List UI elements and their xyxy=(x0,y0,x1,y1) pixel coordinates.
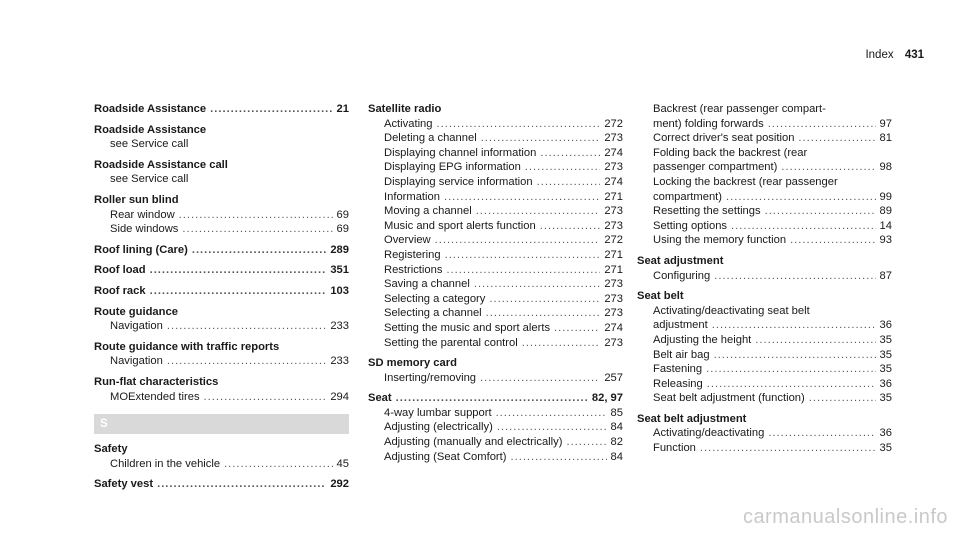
sub-entry xyxy=(637,362,892,377)
sub-entry-text: Locking the backrest (rear passenger xyxy=(653,175,838,188)
sub-entry-page: 84 xyxy=(610,450,623,463)
sub-entry-label: Moving a channel xyxy=(384,205,472,218)
index-entry xyxy=(637,254,892,283)
entry-heading xyxy=(368,391,623,406)
sub-entry-page: 294 xyxy=(330,390,349,403)
sub-entry-label: Displaying channel information xyxy=(384,146,537,159)
sub-entry-page: 69 xyxy=(336,208,349,221)
sub-entry xyxy=(637,160,892,175)
sub-entry-page: 273 xyxy=(604,278,623,291)
sub-entry xyxy=(368,263,623,278)
index-entry xyxy=(637,102,892,248)
entry-title: Satellite radio xyxy=(368,103,442,115)
entry-title: SD memory card xyxy=(368,357,457,370)
sub-entry-label: Navigation xyxy=(110,320,163,333)
sub-entry-page: 274 xyxy=(604,146,623,159)
index-entry xyxy=(94,305,349,334)
sub-entry-page: 273 xyxy=(604,292,623,305)
index-entry xyxy=(94,284,349,299)
entry-page: 21 xyxy=(336,103,349,115)
sub-entry xyxy=(368,160,623,175)
sub-entry xyxy=(368,204,623,219)
dot-leader xyxy=(486,306,601,321)
sub-entry-text: see Service call xyxy=(110,173,189,186)
dot-leader xyxy=(445,248,601,263)
entry-heading xyxy=(637,412,892,427)
entry-title: Safety xyxy=(94,443,128,456)
dot-leader xyxy=(809,391,876,406)
dot-leader xyxy=(714,348,876,363)
dot-leader xyxy=(540,219,601,234)
sub-entry xyxy=(637,333,892,348)
dot-leader xyxy=(511,450,607,465)
index-entry xyxy=(94,158,349,187)
entry-heading xyxy=(94,305,349,320)
sub-entry-label: compartment) xyxy=(653,190,723,203)
sub-entry-page: 273 xyxy=(604,307,623,320)
dot-leader xyxy=(396,391,588,406)
entry-heading xyxy=(94,123,349,138)
sub-entry-label: Fastening xyxy=(653,363,703,376)
sub-entry-page: 35 xyxy=(879,363,892,376)
sub-entry xyxy=(637,190,892,205)
sub-entry-label: Music and sport alerts function xyxy=(384,219,536,232)
index-entry xyxy=(94,263,349,278)
dot-leader xyxy=(765,204,876,219)
sub-entry-label: Adjusting (electrically) xyxy=(384,421,493,434)
entry-heading xyxy=(94,102,349,117)
sub-entry-page: 87 xyxy=(879,269,892,282)
sub-entry-label: Adjusting the height xyxy=(653,333,752,346)
index-entry xyxy=(94,442,349,471)
entry-page: 292 xyxy=(330,478,349,491)
dot-leader xyxy=(179,208,333,223)
sub-entry-page: 271 xyxy=(604,190,623,203)
entry-heading xyxy=(637,289,892,304)
entry-title: Roadside Assistance xyxy=(94,123,207,136)
dot-leader xyxy=(522,336,601,351)
dot-leader xyxy=(554,321,600,336)
sub-entry xyxy=(368,420,623,435)
dot-leader xyxy=(768,426,875,441)
dot-leader xyxy=(731,219,876,234)
sub-entry-label: Setting the parental control xyxy=(384,336,518,349)
index-entry xyxy=(368,356,623,385)
sub-entry-page: 271 xyxy=(604,248,623,261)
sub-entry xyxy=(637,233,892,248)
entry-title: Roof lining (Care) xyxy=(94,243,188,256)
sub-entry-page: 14 xyxy=(879,219,892,232)
sub-entry xyxy=(368,292,623,307)
page-header xyxy=(865,49,924,61)
sub-entry-label: Activating xyxy=(384,117,433,130)
sub-entry-page: 36 xyxy=(879,427,892,440)
entry-heading xyxy=(368,102,623,117)
entry-title: Seat xyxy=(368,392,392,405)
sub-entry-page: 85 xyxy=(610,406,623,419)
entry-heading xyxy=(94,375,349,390)
sub-entry xyxy=(368,321,623,336)
sub-entry-page: 272 xyxy=(604,117,623,130)
dot-leader xyxy=(566,435,606,450)
sub-entry-label: Side windows xyxy=(110,223,179,236)
sub-entry-label: Saving a channel xyxy=(384,278,470,291)
entry-heading xyxy=(94,263,349,278)
sub-entry-page: 271 xyxy=(604,263,623,276)
sub-entry-label: MOExtended tires xyxy=(110,390,200,403)
entry-title: Route guidance with traffic reports xyxy=(94,340,280,353)
sub-entry xyxy=(368,248,623,263)
entry-title: Roadside Assistance call xyxy=(94,158,228,171)
page-number: 431 xyxy=(904,49,924,61)
entry-heading xyxy=(637,254,892,269)
sub-entry-label: Seat belt adjustment (function) xyxy=(653,392,805,405)
dot-leader xyxy=(755,333,875,348)
sub-entry-label: Adjusting (manually and electrically) xyxy=(384,436,563,449)
dot-leader xyxy=(497,420,607,435)
sub-entry-label: Releasing xyxy=(653,377,703,390)
dot-leader xyxy=(437,117,601,132)
sub-entry-label: Using the memory function xyxy=(653,234,787,247)
sub-entry xyxy=(368,336,623,351)
watermark: carmanualsonline.info xyxy=(742,506,948,528)
entry-page: 289 xyxy=(330,243,349,256)
sub-entry xyxy=(637,318,892,333)
entry-title: Route guidance xyxy=(94,305,178,318)
sub-entry-label: Adjusting (Seat Comfort) xyxy=(384,450,507,463)
sub-entry xyxy=(368,435,623,450)
sub-entry xyxy=(637,377,892,392)
index-entry xyxy=(94,375,349,404)
sub-entry-page: 272 xyxy=(604,234,623,247)
sub-entry xyxy=(368,190,623,205)
dot-leader xyxy=(537,175,601,190)
sub-entry xyxy=(637,204,892,219)
sub-entry-page: 273 xyxy=(604,336,623,349)
sub-entry-label: Registering xyxy=(384,248,441,261)
sub-entry-label: Overview xyxy=(384,234,431,247)
entry-title: Run-flat characteristics xyxy=(94,375,219,388)
sub-entry xyxy=(368,146,623,161)
entry-page: 82, 97 xyxy=(591,392,623,405)
sub-entry-label: Selecting a channel xyxy=(384,307,482,320)
sub-entry xyxy=(637,269,892,284)
sub-entry xyxy=(368,371,623,386)
index-column-2 xyxy=(368,102,623,470)
sub-entry-text: Backrest (rear passenger compart- xyxy=(653,103,826,115)
sub-entry-page: 273 xyxy=(604,132,623,145)
sub-entry xyxy=(94,208,349,223)
index-column-3 xyxy=(637,102,892,462)
index-entry xyxy=(94,123,349,152)
dot-leader xyxy=(781,160,875,175)
dot-leader xyxy=(540,146,600,161)
entry-title: Seat belt adjustment xyxy=(637,412,747,425)
dot-leader xyxy=(157,477,326,492)
sub-entry xyxy=(368,175,623,190)
sub-entry-label: Inserting/removing xyxy=(384,371,477,384)
sub-entry-text: see Service call xyxy=(110,138,189,151)
sub-entry-page: 35 xyxy=(879,442,892,455)
dot-leader xyxy=(474,277,600,292)
dot-leader xyxy=(204,390,327,405)
dot-leader xyxy=(798,131,875,146)
sub-entry xyxy=(637,441,892,456)
sub-entry-page: 274 xyxy=(604,321,623,334)
sub-entry-label: Activating/deactivating xyxy=(653,427,765,440)
sub-entry-label: Displaying service information xyxy=(384,175,533,188)
sub-entry-label: Selecting a category xyxy=(384,292,486,305)
sub-entry-page: 98 xyxy=(879,161,892,174)
index-entry xyxy=(637,289,892,406)
dot-leader xyxy=(444,190,600,205)
sub-entry-page: 81 xyxy=(879,132,892,145)
dot-leader xyxy=(446,263,600,278)
dot-leader xyxy=(182,222,332,237)
sub-entry xyxy=(637,131,892,146)
sub-entry-text: Folding back the backrest (rear xyxy=(653,146,808,159)
dot-leader xyxy=(480,371,600,386)
sub-entry xyxy=(94,390,349,405)
sub-entry-page: 273 xyxy=(604,219,623,232)
section-letter-bar: S xyxy=(94,414,349,434)
dot-leader xyxy=(525,160,601,175)
dot-leader xyxy=(167,319,326,334)
index-entry xyxy=(94,243,349,258)
sub-entry xyxy=(94,319,349,334)
dot-leader xyxy=(435,233,601,248)
entry-title: Seat adjustment xyxy=(637,254,724,267)
dot-leader xyxy=(712,318,876,333)
entry-heading xyxy=(94,158,349,173)
sub-entry xyxy=(368,233,623,248)
sub-entry xyxy=(368,306,623,321)
index-column-1 xyxy=(94,102,349,498)
index-entry xyxy=(94,102,349,117)
entry-heading xyxy=(94,477,349,492)
sub-entry-page: 93 xyxy=(879,234,892,247)
sub-entry-page: 257 xyxy=(604,371,623,384)
entry-title: Roadside Assistance xyxy=(94,103,207,115)
sub-entry-page: 82 xyxy=(610,436,623,449)
dot-leader xyxy=(768,117,876,132)
sub-entry-label: Function xyxy=(653,442,696,455)
sub-entry-label: ment) folding forwards xyxy=(653,117,764,130)
sub-entry-label: Information xyxy=(384,190,440,203)
entry-heading xyxy=(94,243,349,258)
sub-entry xyxy=(368,277,623,292)
dot-leader xyxy=(707,377,876,392)
entry-title: Roof rack xyxy=(94,284,146,297)
sub-entry xyxy=(368,406,623,421)
dot-leader xyxy=(496,406,607,421)
sub-entry xyxy=(368,117,623,132)
sub-entry-page: 233 xyxy=(330,355,349,368)
sub-entry xyxy=(94,457,349,472)
dot-leader xyxy=(726,190,876,205)
entry-title: Roof load xyxy=(94,264,146,277)
header-label: Index xyxy=(865,49,894,61)
entry-page: 103 xyxy=(330,284,349,297)
entry-heading xyxy=(368,356,623,371)
entry-heading xyxy=(94,284,349,299)
index-entry xyxy=(637,412,892,456)
sub-entry-label: 4-way lumbar support xyxy=(384,406,492,419)
sub-entry-page: 99 xyxy=(879,190,892,203)
sub-entry-label: Restrictions xyxy=(384,263,443,276)
sub-entry xyxy=(637,391,892,406)
dot-leader xyxy=(706,362,875,377)
dot-leader xyxy=(192,243,326,258)
sub-entry xyxy=(368,131,623,146)
sub-entry-label: Setting the music and sport alerts xyxy=(384,321,551,334)
sub-entry-label: adjustment xyxy=(653,319,708,332)
sub-entry-page: 35 xyxy=(879,333,892,346)
sub-entry-page: 36 xyxy=(879,319,892,332)
dot-leader xyxy=(481,131,601,146)
sub-entry-page: 97 xyxy=(879,117,892,130)
index-entry xyxy=(94,477,349,492)
sub-entry-page: 273 xyxy=(604,161,623,174)
dot-leader xyxy=(476,204,601,219)
entry-title: Safety vest xyxy=(94,478,154,491)
dot-leader xyxy=(489,292,600,307)
sub-entry xyxy=(94,222,349,237)
sub-entry-label: Deleting a channel xyxy=(384,132,477,145)
sub-entry-page: 273 xyxy=(604,205,623,218)
sub-entry-page: 69 xyxy=(336,223,349,236)
index-entry xyxy=(368,391,623,464)
sub-entry xyxy=(368,219,623,234)
sub-entry-page: 274 xyxy=(604,175,623,188)
dot-leader xyxy=(224,457,332,472)
index-entry xyxy=(94,193,349,237)
sub-entry-label: passenger compartment) xyxy=(653,161,778,174)
sub-entry-label: Belt air bag xyxy=(653,348,710,361)
dot-leader xyxy=(167,354,326,369)
sub-entry-label: Configuring xyxy=(653,269,711,282)
sub-entry xyxy=(637,117,892,132)
sub-entry-label: Setting options xyxy=(653,219,728,232)
sub-entry-label: Navigation xyxy=(110,355,163,368)
entry-heading xyxy=(94,442,349,457)
dot-leader xyxy=(700,441,876,456)
sub-entry-label: Children in the vehicle xyxy=(110,457,221,470)
entry-title: Seat belt xyxy=(637,290,684,303)
entry-heading xyxy=(94,193,349,208)
sub-entry xyxy=(368,450,623,465)
sub-entry xyxy=(637,219,892,234)
dot-leader xyxy=(210,102,332,117)
sub-entry-page: 35 xyxy=(879,348,892,361)
index-entry xyxy=(368,102,623,350)
sub-entry xyxy=(637,348,892,363)
sub-entry-label: Correct driver's seat position xyxy=(653,132,795,145)
sub-entry xyxy=(94,354,349,369)
sub-entry-label: Rear window xyxy=(110,208,175,221)
sub-entry-page: 89 xyxy=(879,205,892,218)
index-entry xyxy=(94,340,349,369)
sub-entry-text: Activating/deactivating seat belt xyxy=(653,304,810,317)
entry-page: 351 xyxy=(330,264,349,277)
sub-entry-label: Displaying EPG information xyxy=(384,161,521,174)
sub-entry-label: Resetting the settings xyxy=(653,205,761,218)
sub-entry xyxy=(637,426,892,441)
entry-heading xyxy=(94,340,349,355)
dot-leader xyxy=(150,284,327,299)
sub-entry-page: 36 xyxy=(879,377,892,390)
sub-entry-page: 35 xyxy=(879,392,892,405)
dot-leader xyxy=(150,263,327,278)
dot-leader xyxy=(714,269,875,284)
sub-entry-page: 233 xyxy=(330,320,349,333)
dot-leader xyxy=(790,233,875,248)
sub-entry-page: 45 xyxy=(336,457,349,470)
entry-title: Roller sun blind xyxy=(94,193,179,206)
sub-entry-page: 84 xyxy=(610,421,623,434)
